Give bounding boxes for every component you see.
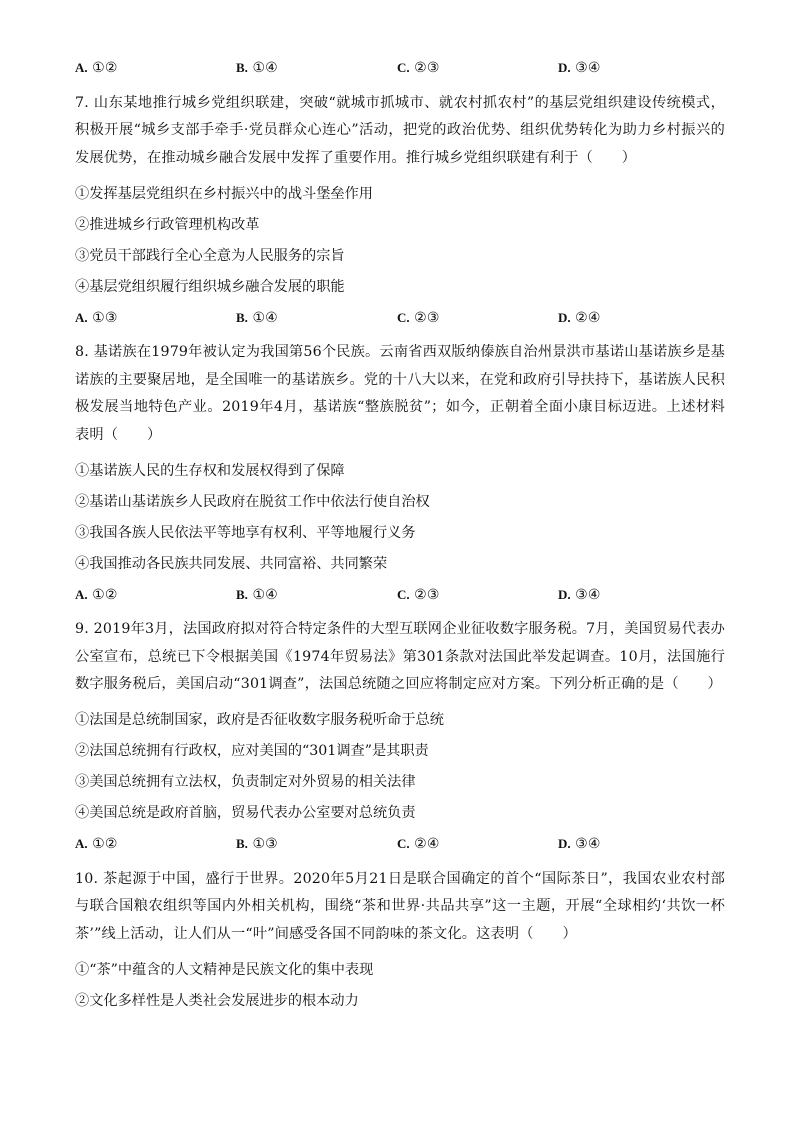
q8-statement-1: ①基诺族人民的生存权和发展权得到了保障	[75, 462, 345, 479]
q8-option-b: B. ①④	[236, 586, 278, 603]
q7-statement-4: ④基层党组织履行组织城乡融合发展的职能	[75, 278, 345, 295]
q6-options	[75, 58, 725, 78]
q6-option-a: A. ①②	[75, 60, 118, 76]
q9-statement-1: ①法国是总统制国家，政府是否征收数字服务税听命于总统	[75, 712, 444, 728]
q7-statement-2: ②推进城乡行政管理机构改革	[75, 216, 260, 233]
q10-stem: 10. 茶起源于中国，盛行于世界。2020年5月21日是联合国确定的首个“国际茶日”，我国农业农村部与联合国粮农组织等国内外相关机构，围绕“茶和世界·共品共享”这一主题，开展“全球相约‘共饮一杯茶’”线上活动，让人们从一“叶”间感受各国不同韵味的茶文化。这表明（ ）	[75, 870, 725, 942]
q8-stem: 8. 基诺族在1979年被认定为我国第56个民族。云南省西双版纳傣族自治州景洪市基诺山基诺族乡是基诺族的主要聚居地，是全国唯一的基诺族乡。党的十八大以来，在党和政府引导扶持下，基诺族人民积极发展当地特色产业。2019年4月，基诺族“整族脱贫”；如今，正朝着全面小康目标迈进。上述材料表明（ ）	[75, 344, 725, 443]
q8-option-c: C. ②③	[397, 586, 440, 603]
q7-statement-3: ③党员干部践行全心全意为人民服务的宗旨	[75, 247, 345, 264]
q9-option-a: A. ①②	[75, 836, 118, 852]
q7-statement-1: ①发挥基层党组织在乡村振兴中的战斗堡垒作用	[75, 185, 373, 202]
exam-page	[75, 58, 725, 1022]
q6-option-d: D. ③④	[558, 60, 601, 76]
q7-option-a: A. ①③	[75, 309, 118, 326]
q9-option-c: C. ②④	[397, 836, 440, 852]
q9-statement-3: ③美国总统拥有立法权，负责制定对外贸易的相关法律	[75, 774, 416, 790]
q8-option-d: D. ③④	[558, 586, 601, 603]
q9-option-b: B. ①③	[236, 836, 278, 852]
q6-option-b: B. ①④	[236, 60, 278, 76]
q8-statement-4: ④我国推动各民族共同发展、共同富裕、共同繁荣	[75, 555, 388, 572]
q10-statement-1: ①“茶”中蕴含的人文精神是民族文化的集中表现	[75, 961, 374, 978]
q9-option-d: D. ③④	[558, 836, 601, 852]
q7-option-d: D. ②④	[558, 309, 601, 326]
q8-statement-2: ②基诺山基诺族乡人民政府在脱贫工作中依法行使自治权	[75, 493, 430, 510]
q7-options	[75, 308, 725, 328]
q9-options	[75, 834, 725, 854]
q8-statement-3: ③我国各族人民依法平等地享有权利、平等地履行义务	[75, 524, 416, 541]
q7-option-c: C. ②③	[397, 309, 440, 326]
q7-option-b: B. ①④	[236, 309, 278, 326]
q9-statement-2: ②法国总统拥有行政权，应对美国的“301调查”是其职责	[75, 743, 429, 759]
q9-statement-4: ④美国总统是政府首脑，贸易代表办公室要对总统负责	[75, 805, 416, 821]
q10-statement-2: ②文化多样性是人类社会发展进步的根本动力	[75, 992, 359, 1009]
q8-options	[75, 585, 725, 605]
q8-option-a: A. ①②	[75, 586, 118, 603]
q9-stem: 9. 2019年3月，法国政府拟对符合特定条件的大型互联网企业征收数字服务税。7月，美国贸易代表办公室宣布，总统已下令根据美国《1974年贸易法》第301条款对法国此举发起调查。10月，法国施行数字服务税后，美国启动“301调查”，法国总统随之回应将制定应对方案。下列分析正确的是（ ）	[75, 621, 725, 692]
q6-option-c: C. ②③	[397, 60, 440, 76]
q7-stem: 7. 山东某地推行城乡党组织联建，突破“就城市抓城市、就农村抓农村”的基层党组织建设传统模式，积极开展“城乡支部手牵手·党员群众心连心”活动，把党的政治优势、组织优势转化为助力乡村振兴的发展优势，在推动城乡融合发展中发挥了重要作用。推行城乡党组织联建有利于（ ）	[75, 94, 725, 166]
